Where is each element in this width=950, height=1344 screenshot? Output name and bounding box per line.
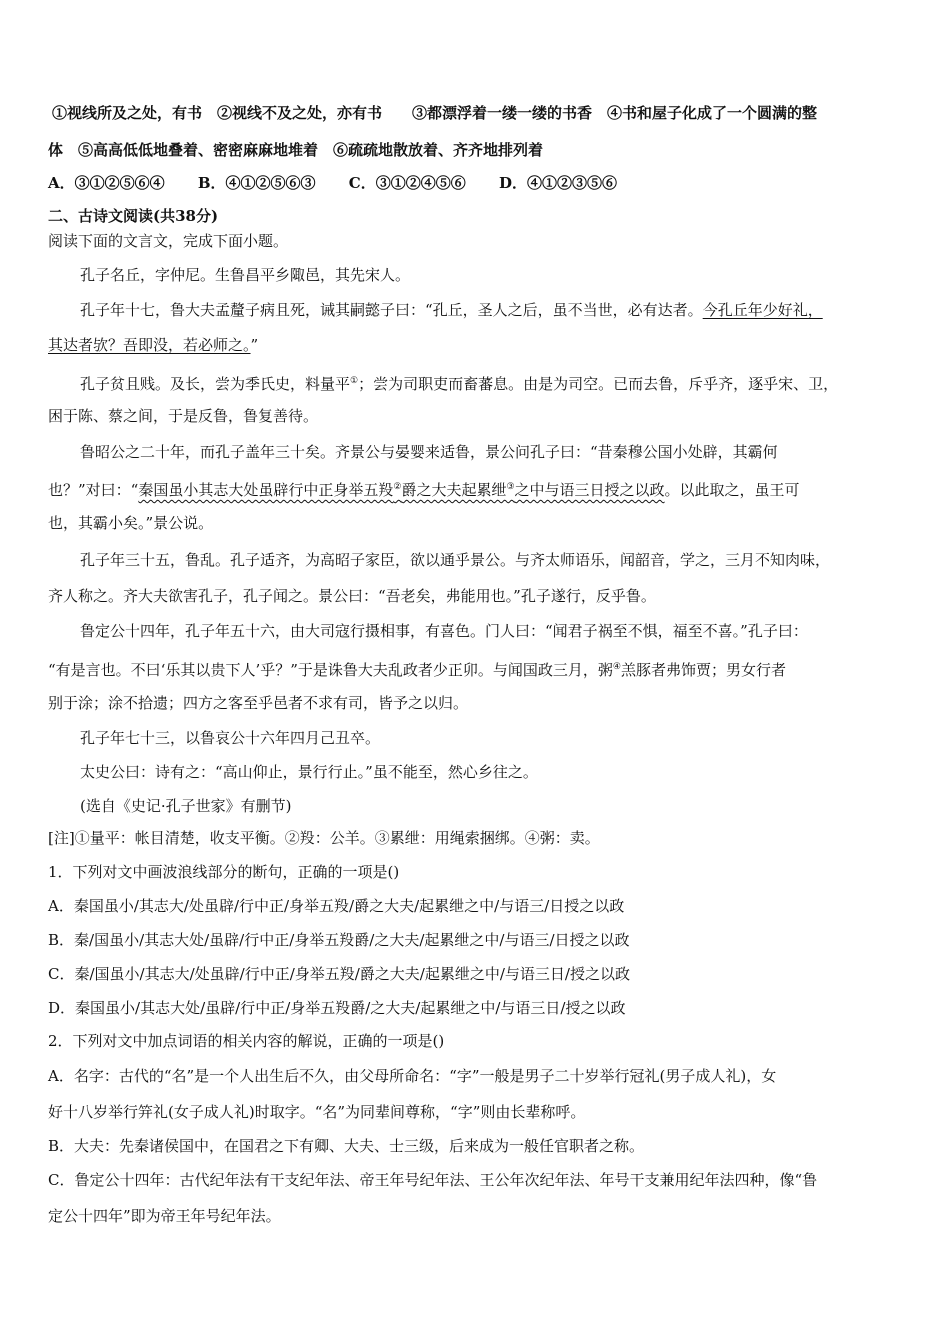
underlined-sentence-cont: 其达者欤？吾即没，若必师之。: [48, 336, 251, 354]
option-a: A．③①②⑤⑥④: [48, 174, 165, 192]
passage-para-2-line-2: 其达者欤？吾即没，若必师之。”: [48, 336, 259, 354]
passage-para-4-line-2: 也？”对曰：“秦国虽小其志大处虽辟行中正身举五羖②爵之大夫起累绁③之中与语三日授之以政。以此取之，虽王可: [48, 481, 800, 499]
passage-para-6-line-1: 鲁定公十四年，孔子年五十六，由大司寇行摄相事，有喜色。门人曰：“闻君子祸至不惧，福至不喜。”孔子曰：: [80, 622, 808, 640]
passage-para-6-line-2: “有是言也。不曰‘乐其以贵下人’乎？”于是诛鲁大夫乱政者少正卯。与闻国政三月，粥④羔豚者弗饰贾；男女行者: [48, 661, 786, 679]
underlined-sentence: 今孔丘年少好礼，: [702, 301, 823, 319]
passage-notes: [注]①量平：帐目清楚，收支平衡。②羖：公羊。③累绁：用绳索捆绑。④粥：卖。: [48, 829, 600, 847]
passage-source: (选自《史记·孔子世家》有删节): [80, 797, 292, 815]
passage-para-7: 孔子年七十三，以鲁哀公十六年四月己丑卒。: [80, 729, 381, 747]
question-2-option-c-line-2: 定公十四年”即为帝王年号纪年法。: [48, 1207, 281, 1225]
footnote-mark-3: ③: [506, 482, 515, 492]
question-1-option-d: D．秦国虽小/其志大处/虽辟/行中正/身举五羖爵/之大夫/起累绁之中/与语三日/授之以政: [48, 999, 626, 1017]
passage-para-1: 孔子名丘，字仲尼。生鲁昌平乡陬邑，其先宋人。: [80, 266, 411, 284]
question-1-option-b: B．秦/国虽小/其志大处/虽辟/行中正/身举五羖爵/之大夫/起累绁之中/与语三/日授之以政: [48, 931, 630, 949]
passage-para-3-line-2: 困于陈、蔡之间，于是反鲁，鲁复善待。: [48, 407, 319, 425]
section-heading: 二、古诗文阅读(共38分): [48, 207, 219, 225]
option-b: B．④①②⑤⑥③: [197, 174, 316, 192]
passage-para-6-line-3: 别于涂；涂不拾遗；四方之客至乎邑者不求有司，皆予之以归。: [48, 694, 469, 712]
passage-para-2-line-1: 孔子年十七，鲁大夫孟釐子病且死，诫其嗣懿子曰：“孔丘，圣人之后，虽不当世，必有达者。今孔丘年少好礼，: [80, 301, 823, 319]
ordering-items-line-1: ①视线所及之处，有书 ②视线不及之处，亦有书 ③都漂浮着一缕一缕的书香 ④书和屋子化成了一个圆满的整: [52, 104, 818, 122]
question-2-stem: 2．下列对文中加点词语的相关内容的解说，正确的一项是(): [48, 1032, 445, 1050]
question-2-option-a-line-2: 好十八岁举行笄礼(女子成人礼)时取字。“名”为同辈间尊称，“字”则由长辈称呼。: [48, 1103, 586, 1121]
question-1-option-a: A．秦国虽小/其志大/处虽辟/行中正/身举五羖/爵之大夫/起累绁之中/与语三/日授之以政: [48, 897, 625, 915]
option-c: C．③①②④⑤⑥: [348, 174, 466, 192]
section-instruction: 阅读下面的文言文，完成下面小题。: [48, 232, 289, 250]
passage-para-5-line-2: 齐人称之。齐大夫欲害孔子，孔子闻之。景公曰：“吾老矣，弗能用也。”孔子遂行，反乎鲁。: [48, 587, 656, 605]
question-2-option-c-line-1: C．鲁定公十四年：古代纪年法有干支纪年法、帝王年号纪年法、王公年次纪年法、年号干支兼用纪年法四种，像“鲁: [48, 1171, 818, 1189]
passage-para-4-line-1: 鲁昭公之二十年，而孔子盖年三十矣。齐景公与晏婴来适鲁，景公问孔子曰：“昔秦穆公国小处辟，其霸何: [80, 443, 778, 461]
ordering-items-line-2: 体 ⑤高高低低地叠着、密密麻麻地堆着 ⑥疏疏地散放着、齐齐地排列着: [48, 141, 544, 159]
option-d: D．④①②③⑤⑥: [498, 174, 617, 192]
question-2-option-b: B．大夫：先秦诸侯国中，在国君之下有卿、大夫、士三级，后来成为一般任官职者之称。: [48, 1137, 645, 1155]
footnote-mark-4: ④: [612, 662, 621, 672]
passage-para-5-line-1: 孔子年三十五，鲁乱。孔子适齐，为高昭子家臣，欲以通乎景公。与齐太师语乐，闻韶音，学之，三月不知肉味，: [80, 551, 831, 569]
question-1-stem: 1．下列对文中画波浪线部分的断句，正确的一项是(): [48, 863, 400, 881]
wavy-underlined-passage: 秦国虽小其志大处虽辟行中正身举五羖②爵之大夫起累绁③之中与语三日授之以政: [138, 481, 665, 499]
footnote-mark-2: ②: [393, 482, 402, 492]
passage-para-3-line-1: 孔子贫且贱。及长，尝为季氏史，料量平①；尝为司职吏而畜蕃息。由是为司空。已而去鲁，斥乎齐，逐乎宋、卫，: [80, 375, 839, 393]
question-1-option-c: C．秦/国虽小/其志大/处虽辟/行中正/身举五羖/爵之大夫/起累绁之中/与语三日/授之以政: [48, 965, 630, 983]
footnote-mark-1: ①: [350, 376, 359, 386]
question-2-option-a-line-1: A．名字：古代的“名”是一个人出生后不久，由父母所命名：“字”一般是男子二十岁举行冠礼(男子成人礼)，女: [48, 1067, 777, 1085]
ordering-options: [48, 173, 914, 193]
passage-para-4-line-3: 也，其霸小矣。”景公说。: [48, 514, 214, 532]
passage-para-8: 太史公曰：诗有之：“高山仰止，景行行止。”虽不能至，然心乡往之。: [80, 763, 538, 781]
